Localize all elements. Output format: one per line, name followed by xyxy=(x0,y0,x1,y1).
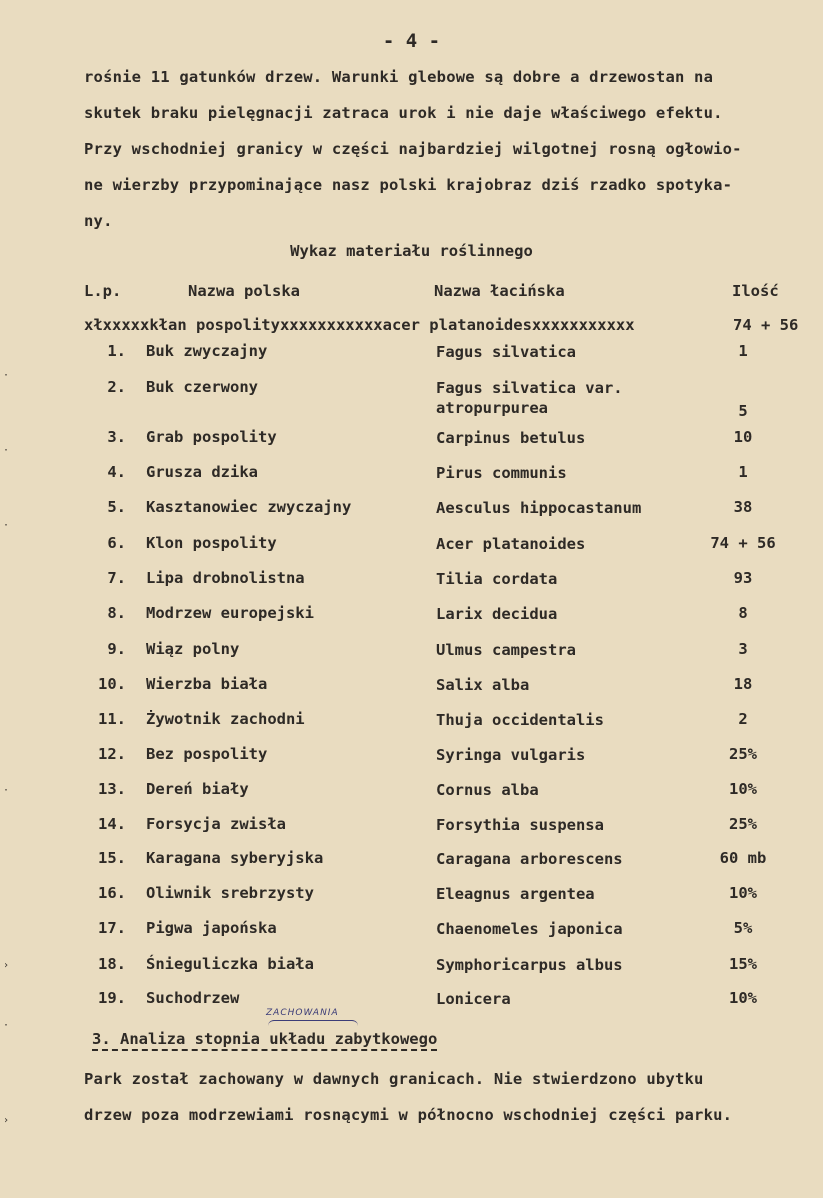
polish-name: Żywotnik zachodni xyxy=(146,710,305,728)
row-number: 14. xyxy=(98,815,126,833)
row-number: 10. xyxy=(98,675,126,693)
quantity: 74 + 56 xyxy=(710,534,776,552)
handwritten-note: ZACHOWANIA xyxy=(266,1008,339,1018)
quantity: 8 xyxy=(738,604,748,622)
intro-line-5: ny. xyxy=(84,212,113,230)
row-number: 5. xyxy=(107,498,126,516)
polish-name: Bez pospolity xyxy=(146,745,268,763)
row-number: 17. xyxy=(98,919,126,937)
header-polish-name: Nazwa polska xyxy=(188,282,300,300)
latin-name: Lonicera xyxy=(436,990,511,1008)
latin-name: Ulmus campestra xyxy=(436,641,576,659)
latin-name: Carpinus betulus xyxy=(436,429,586,447)
latin-name: Larix decidua xyxy=(436,605,558,623)
quantity: 25% xyxy=(729,745,757,763)
row-number: 19. xyxy=(98,989,126,1007)
row-number: 6. xyxy=(107,534,126,552)
page-number: - 4 - xyxy=(382,30,441,52)
row-number: 11. xyxy=(98,710,126,728)
polish-name: Grab pospolity xyxy=(146,428,277,446)
margin-mark: › xyxy=(3,960,10,971)
quantity: 3 xyxy=(738,640,748,658)
row-number: 12. xyxy=(98,745,126,763)
intro-line-4: ne wierzby przypominające nasz polski krajobraz dziś rzadko spotyka- xyxy=(84,176,733,194)
quantity: 1 xyxy=(738,342,748,360)
row-number: 9. xyxy=(107,640,126,658)
struck-out-row: xłxxxxxkłan pospolityxxxxxxxxxxxacer platanoidesxxxxxxxxxxx xyxy=(84,316,635,334)
polish-name: Wiąz polny xyxy=(146,640,240,658)
quantity: 60 mb xyxy=(719,849,767,867)
polish-name: Lipa drobnolistna xyxy=(146,569,305,587)
latin-name: Thuja occidentalis xyxy=(436,711,604,729)
margin-mark: · xyxy=(3,370,10,381)
latin-name: Pirus communis xyxy=(436,464,567,482)
section-heading: 3. Analiza stopnia układu zabytkowego xyxy=(92,1030,437,1051)
row-number: 3. xyxy=(107,428,126,446)
quantity: 15% xyxy=(729,955,757,973)
latin-name: Eleagnus argentea xyxy=(436,885,595,903)
margin-mark: · xyxy=(3,785,10,796)
latin-name: Aesculus hippocastanum xyxy=(436,499,642,517)
polish-name: Dereń biały xyxy=(146,780,249,798)
polish-name: Forsycja zwisła xyxy=(146,815,286,833)
polish-name: Modrzew europejski xyxy=(146,604,314,622)
polish-name: Suchodrzew xyxy=(146,989,240,1007)
polish-name: Kasztanowiec zwyczajny xyxy=(146,498,352,516)
row-number: 16. xyxy=(98,884,126,902)
row-number: 7. xyxy=(107,569,126,587)
latin-name: Tilia cordata xyxy=(436,570,558,588)
latin-name: Salix alba xyxy=(436,676,530,694)
latin-name: Forsythia suspensa xyxy=(436,816,604,834)
section-text-line-2: drzew poza modrzewiami rosnącymi w północno wschodniej części parku. xyxy=(84,1106,733,1124)
polish-name: Wierzba biała xyxy=(146,675,268,693)
polish-name: Grusza dzika xyxy=(146,463,258,481)
header-latin-name: Nazwa łacińska xyxy=(434,282,565,300)
row-number: 13. xyxy=(98,780,126,798)
polish-name: Oliwnik srebrzysty xyxy=(146,884,314,902)
polish-name: Buk zwyczajny xyxy=(146,342,268,360)
quantity: 93 xyxy=(733,569,753,587)
quantity: 2 xyxy=(738,710,748,728)
quantity: 18 xyxy=(733,675,753,693)
quantity: 5% xyxy=(733,919,753,937)
quantity: 1 xyxy=(738,463,748,481)
latin-name: Chaenomeles japonica xyxy=(436,920,623,938)
polish-name: Karagana syberyjska xyxy=(146,849,324,867)
margin-mark: · xyxy=(3,445,10,456)
header-lp: L.p. xyxy=(84,282,122,300)
quantity: 38 xyxy=(733,498,753,516)
row-number: 1. xyxy=(107,342,126,360)
latin-name: Symphoricarpus albus xyxy=(436,956,623,974)
latin-name: Fagus silvatica var. atropurpurea xyxy=(436,379,623,417)
quantity: 5 xyxy=(738,402,748,420)
intro-line-3: Przy wschodniej granicy w części najbardziej wilgotnej rosną ogłowio- xyxy=(84,140,742,158)
row-number: 4. xyxy=(107,463,126,481)
row-number: 2. xyxy=(107,378,126,396)
polish-name: Klon pospolity xyxy=(146,534,277,552)
row-number: 15. xyxy=(98,849,126,867)
quantity: 25% xyxy=(729,815,757,833)
quantity: 10% xyxy=(729,780,757,798)
latin-name: Cornus alba xyxy=(436,781,539,799)
intro-line-1: rośnie 11 gatunków drzew. Warunki glebowe są dobre a drzewostan na xyxy=(84,68,714,86)
intro-line-2: skutek braku pielęgnacji zatraca urok i nie daje właściwego efektu. xyxy=(84,104,723,122)
margin-mark: › xyxy=(3,1115,10,1126)
latin-name: Acer platanoides xyxy=(436,535,586,553)
section-text-line-1: Park został zachowany w dawnych granicach. Nie stwierdzono ubytku xyxy=(84,1070,704,1088)
quantity: 10 xyxy=(733,428,753,446)
struck-out-value: 74 + 56 xyxy=(733,316,799,334)
quantity: 10% xyxy=(729,989,757,1007)
polish-name: Śnieguliczka biała xyxy=(146,955,314,973)
latin-name: Syringa vulgaris xyxy=(436,746,586,764)
latin-name: Caragana arborescens xyxy=(436,850,623,868)
latin-name: Fagus silvatica xyxy=(436,343,576,361)
quantity: 10% xyxy=(729,884,757,902)
polish-name: Pigwa japońska xyxy=(146,919,277,937)
margin-mark: · xyxy=(3,1020,10,1031)
margin-mark: · xyxy=(3,520,10,531)
row-number: 18. xyxy=(98,955,126,973)
table-title: Wykaz materiału roślinnego xyxy=(290,242,533,260)
polish-name: Buk czerwony xyxy=(146,378,258,396)
header-quantity: Ilość xyxy=(732,282,779,300)
row-number: 8. xyxy=(107,604,126,622)
